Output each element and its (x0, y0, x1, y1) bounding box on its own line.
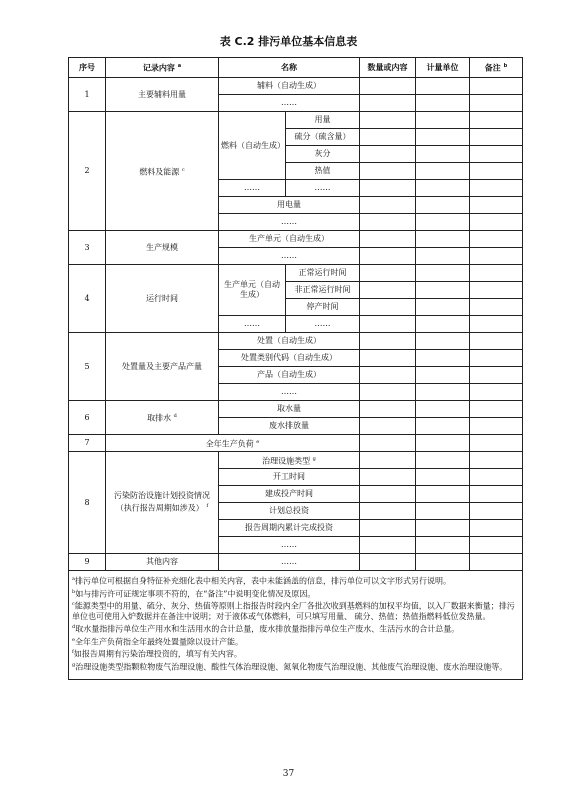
row-name: 取水量 (219, 401, 360, 418)
row-subgroup: 生产单元（自动生成） (219, 265, 286, 316)
table-row (69, 435, 523, 452)
note-g: $^g$治理设施类型指颗粒物废气治理设施、酸性气体治理设施、氮氧化物废气治理设施、其他废气治理设施、废水治理设施等。 (72, 661, 508, 672)
note-b: $^b$如与排污许可证规定事项不符的，在“备注”中说明变化情况及原因。 (72, 588, 316, 599)
note-e: $^e$全年生产负荷指全年最终处置量除以设计产能。 (72, 636, 243, 647)
notes-row (69, 571, 523, 680)
row-name: 用电量 (219, 197, 360, 214)
row-content: 全年生产负荷 $^e$ (106, 435, 360, 452)
note-f: $^f$如报告周期有污染治理投资的，填写有关内容。 (72, 649, 242, 659)
row-content: 取排水 $^d$ (106, 401, 219, 435)
row-no: 5 (69, 333, 106, 401)
row-subgroup: …… (219, 180, 286, 197)
table-row (69, 554, 523, 571)
row-content: 燃料及能源 $^c$ (106, 112, 219, 231)
row-no: 6 (69, 401, 106, 435)
table-row (69, 231, 523, 248)
row-content: 生产规模 (106, 231, 219, 265)
row-no: 4 (69, 265, 106, 333)
row-no: 7 (69, 435, 106, 452)
row-no: 9 (69, 554, 106, 571)
row-content: 处置量及主要产品产量 (106, 333, 219, 401)
row-name: …… (219, 214, 360, 231)
header-qty: 数量或内容 (360, 58, 416, 78)
header-remark: 备注 $^b$ (470, 58, 523, 78)
row-name: 停产时间 (286, 299, 360, 316)
row-name: 计划总投资 (219, 503, 360, 520)
table-row (69, 112, 523, 129)
header-row (69, 58, 523, 78)
row-name: …… (219, 95, 360, 112)
row-name: 开工时间 (219, 469, 360, 486)
table-row (69, 265, 523, 282)
header-unit: 计量单位 (416, 58, 470, 78)
row-name: 处置类别代码（自动生成） (219, 350, 360, 367)
row-content: 运行时间 (106, 265, 219, 333)
note-a: $^a$排污单位可根据自身特征补充细化表中相关内容，表中未能涵盖的信息，排污单位可以文字形式另行说明。 (72, 576, 451, 586)
basic-info-table (68, 57, 523, 680)
row-name: 生产单元（自动生成） (219, 231, 360, 248)
row-name: 报告周期内累计完成投资 (219, 520, 360, 537)
row-no: 2 (69, 112, 106, 231)
row-name: …… (219, 384, 360, 401)
row-name: 产品（自动生成） (219, 367, 360, 384)
header-name: 名称 (219, 58, 360, 78)
page-number: 37 (282, 769, 295, 779)
row-name: …… (219, 248, 360, 265)
table-row (69, 452, 523, 469)
row-name: …… (219, 537, 360, 554)
row-name: 用量 (286, 112, 360, 129)
row-subgroup: 燃料（自动生成） (219, 112, 286, 180)
row-name: 硫分（硫含量） (286, 129, 360, 146)
row-name: …… (286, 180, 360, 197)
row-content: 其他内容 (106, 554, 219, 571)
row-name: 热值 (286, 163, 360, 180)
row-no: 3 (69, 231, 106, 265)
header-no: 序号 (69, 58, 106, 78)
row-name: …… (219, 554, 360, 571)
row-name: 正常运行时间 (286, 265, 360, 282)
row-name: 建成投产时间 (219, 486, 360, 503)
header-content: 记录内容 $^a$ (106, 58, 219, 78)
row-no: 8 (69, 452, 106, 554)
note-c: $^c$能源类型中的用量、硫分、灰分、热值等原则上指报告时段内全厂各批次收到基燃料的加权平均值，以入厂数据来衡量；排污单位也可使用入炉数据并在备注中说明；对于液体或气体燃料，可只填写用量、 硫分、热值；热值指燃料低位发热量。 (72, 601, 515, 621)
table-notes (69, 571, 523, 680)
row-name: …… (286, 316, 360, 333)
row-name: 废水排放量 (219, 418, 360, 435)
row-content: 主要辅料用量 (106, 78, 219, 112)
row-subgroup: …… (219, 316, 286, 333)
row-no: 1 (69, 78, 106, 112)
row-name: 灰分 (286, 146, 360, 163)
table-row (69, 401, 523, 418)
row-name: 处置（自动生成） (219, 333, 360, 350)
table-row (69, 333, 523, 350)
row-content: 污染防治设施计划投资情况（执行报告周期如涉及） $^f$ (106, 452, 219, 554)
row-name: 治理设施类型 $^g$ (219, 452, 360, 469)
table-row (69, 78, 523, 95)
row-name: 辅料（自动生成） (219, 78, 360, 95)
note-d: $^d$取水量指排污单位生产用水和生活用水的合计总量，废水排放量指排污单位生产废水、生活污水的合计总量。 (72, 623, 460, 634)
row-name: 非正常运行时间 (286, 282, 360, 299)
table-title: 表 C.2 排污单位基本信息表 (219, 35, 358, 48)
